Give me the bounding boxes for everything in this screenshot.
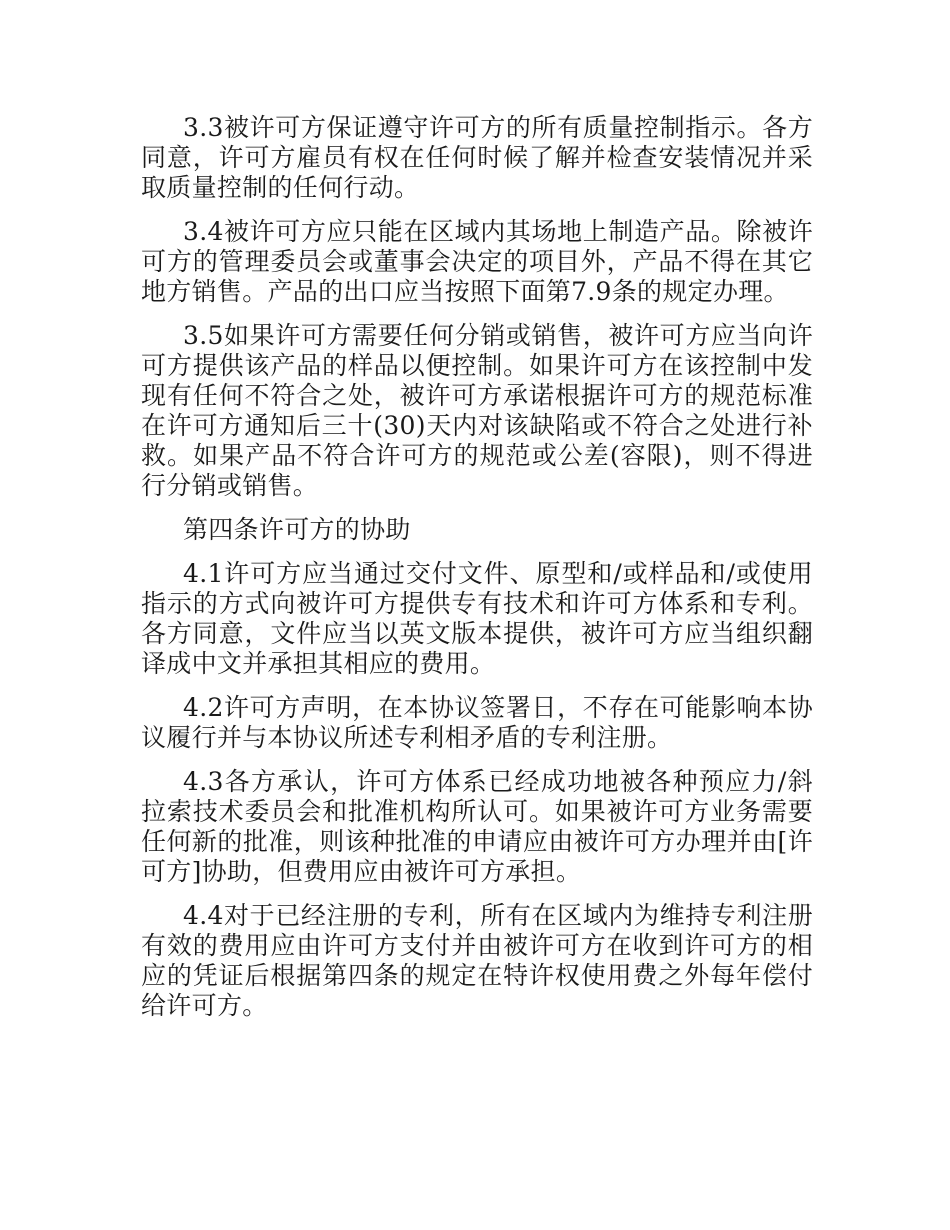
clause-4-4: 4.4对于已经注册的专利，所有在区域内为维持专利注册有效的费用应由许可方支付并由被许可方在收到许可方的相应的凭证后根据第四条的规定在特许权使用费之外每年偿付给许可方。 bbox=[141, 901, 813, 1020]
clause-4-3: 4.3各方承认，许可方体系已经成功地被各种预应力/斜拉索技术委员会和批准机构所认可。如果被许可方业务需要任何新的批准，则该种批准的申请应由被许可方办理并由[许可方]协助，但费用应由被许可方承担。 bbox=[141, 767, 813, 886]
clause-3-5: 3.5如果许可方需要任何分销或销售，被许可方应当向许可方提供该产品的样品以便控制。如果许可方在该控制中发现有任何不符合之处，被许可方承诺根据许可方的规范标准在许可方通知后三十(30)天内对该缺陷或不符合之处进行补救。如果产品不符合许可方的规范或公差(容限)，则不得进行分销或销售。 bbox=[141, 321, 813, 500]
article-4-heading: 第四条许可方的协助 bbox=[183, 515, 411, 544]
clause-4-1: 4.1许可方应当通过交付文件、原型和/或样品和/或使用指示的方式向被许可方提供专有技术和许可方体系和专利。各方同意，文件应当以英文版本提供，被许可方应当组织翻译成中文并承担其相应的费用。 bbox=[141, 559, 813, 678]
clause-3-3: 3.3被许可方保证遵守许可方的所有质量控制指示。各方同意，许可方雇员有权在任何时候了解并检查安装情况并采取质量控制的任何行动。 bbox=[141, 113, 813, 202]
clause-3-4: 3.4被许可方应只能在区域内其场地上制造产品。除被许可方的管理委员会或董事会决定的项目外，产品不得在其它地方销售。产品的出口应当按照下面第7.9条的规定办理。 bbox=[141, 217, 813, 306]
document-body bbox=[141, 113, 813, 1035]
clause-4-2: 4.2许可方声明，在本协议签署日，不存在可能影响本协议履行并与本协议所述专利相矛盾的专利注册。 bbox=[141, 693, 813, 752]
